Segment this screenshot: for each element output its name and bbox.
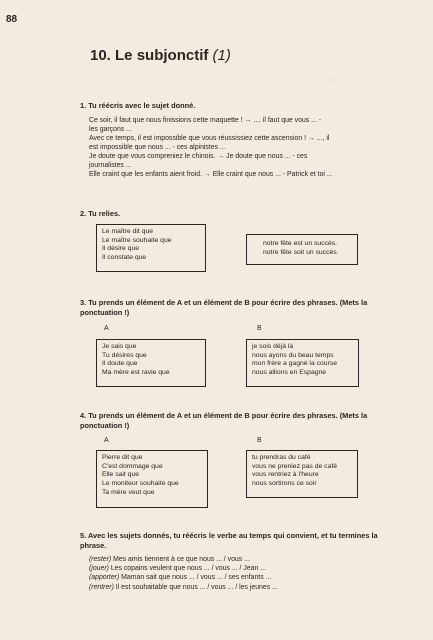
column-a-label: A xyxy=(104,437,109,444)
exercise-4-b-item: tu prendras du café xyxy=(252,454,311,461)
exercise-5-body xyxy=(89,555,410,591)
exercise-3-a-item: Il doute que xyxy=(102,360,138,368)
exercise-2-left-box xyxy=(96,224,206,272)
chapter-title-main: 10. Le subjonctif xyxy=(90,47,209,64)
exercise-4-b-item: vous ne preniez pas de café xyxy=(252,462,338,470)
page-number: 88 xyxy=(6,14,18,25)
exercise-5-verb: (jouer) xyxy=(89,565,109,573)
exercise-3-b-item: nous ayons du beau temps xyxy=(252,351,334,359)
exercise-2-right-item: notre fête est un succès. xyxy=(263,240,338,247)
exercise-5-line xyxy=(89,573,410,582)
exercise-4-a-box xyxy=(96,450,208,508)
exercise-1-line: est impossible que nous ... - ces alpinistes ... xyxy=(89,143,226,151)
chapter-title xyxy=(90,47,231,64)
chapter-title-sub: (1) xyxy=(212,47,231,64)
exercise-2-left-item: Le maître souhaite que xyxy=(102,236,172,244)
exercise-2-left-item: Il constate que xyxy=(102,254,147,262)
exercise-4-b-item: vous rentriez à l'heure xyxy=(252,471,319,479)
exercise-1-line: Ce soir, il faut que nous finissions cette maquette ! → .... il faut que vous ... - xyxy=(89,116,322,124)
exercise-4 xyxy=(80,411,410,430)
exercise-4-a-item: Elle sait que xyxy=(102,471,140,479)
exercise-4-a-item: Le moniteur souhaite que xyxy=(102,480,179,488)
exercise-5-text: Mes amis tiennent à ce que nous ... / vous ... xyxy=(111,556,250,564)
exercise-5-verb: (rester) xyxy=(89,556,112,564)
exercise-3-b-box xyxy=(246,339,359,387)
exercise-4-title: 4. Tu prends un élément de A et un élément de B pour écrire des phrases. (Mets la ponctuation !) xyxy=(80,411,368,430)
exercise-3-a-item: Ma mère est ravie que xyxy=(102,369,170,377)
exercise-5-line xyxy=(89,555,410,564)
exercise-2-title: 2. Tu relies. xyxy=(80,209,121,218)
exercise-2-left-item: Le maître dit que xyxy=(102,228,154,235)
exercise-2-right-box xyxy=(246,234,358,265)
exercise-4-b-item: nous sortirons ce soir xyxy=(252,480,317,488)
exercise-5-text: Maman sait que nous ... / vous ... / ses enfants ... xyxy=(119,574,272,582)
exercise-1-line: Je doute que vous compreniez le chinois. → Je doute que nous ... - ces xyxy=(89,153,308,161)
exercise-3-a-item: Je sais que xyxy=(102,343,137,350)
exercise-2 xyxy=(80,209,410,219)
exercise-1-line: Elle craint que les enfants aient froid. → Elle craint que nous ... - Patrick et toi ... xyxy=(89,171,333,179)
exercise-4-a-item: Pierre dit que xyxy=(102,454,143,461)
exercise-1-line: les garçons ... xyxy=(89,125,132,133)
exercise-3 xyxy=(80,298,410,317)
exercise-3-title: 3. Tu prends un élément de A et un élément de B pour écrire des phrases. (Mets la ponctuation !) xyxy=(80,298,368,317)
exercise-5-line xyxy=(89,583,410,592)
exercise-4-a-item: Ta mère veut que xyxy=(102,488,155,496)
exercise-4-b-box xyxy=(246,450,358,498)
exercise-5-text: Les copains veulent que nous ... / vous ... / Jean ... xyxy=(108,565,266,573)
exercise-1-title: 1. Tu réécris avec le sujet donné. xyxy=(80,101,196,110)
exercise-5-verb: (rentrer) xyxy=(89,583,114,591)
exercise-1-line: Avec ce temps, il est impossible que vous réussissiez cette ascension ! → ..., il xyxy=(89,134,330,142)
exercise-2-right-item: notre fête soit un succès. xyxy=(263,248,339,256)
pencil-mark: ~~~ xyxy=(325,78,334,84)
exercise-3-a-item: Tu désires que xyxy=(102,351,147,359)
exercise-2-left-item: Il désire que xyxy=(102,245,140,253)
exercise-3-b-item: je sois déjà là xyxy=(252,343,294,350)
column-b-label: B xyxy=(257,437,262,444)
exercise-3-a-box xyxy=(96,339,206,387)
column-a-label: A xyxy=(104,325,109,332)
exercise-1-line: journalistes ... xyxy=(89,162,132,170)
exercise-5 xyxy=(80,531,410,592)
exercise-4-a-item: C'est dommage que xyxy=(102,462,163,470)
exercise-1 xyxy=(80,101,410,179)
exercise-5-verb: (apporter) xyxy=(89,574,120,582)
column-b-label: B xyxy=(257,325,262,332)
exercise-5-text: Il est souhaitable que nous ... / vous ... / les jeunes ... xyxy=(113,583,278,591)
exercise-5-line xyxy=(89,564,410,573)
exercise-5-title: 5. Avec les sujets donnés, tu réécris le verbe au temps qui convient, et tu termines la phrase. xyxy=(80,531,378,550)
exercise-3-b-item: nous allions en Espagne xyxy=(252,369,327,377)
exercise-1-body xyxy=(89,116,410,180)
exercise-3-b-item: mon frère a gagné la course xyxy=(252,360,338,368)
